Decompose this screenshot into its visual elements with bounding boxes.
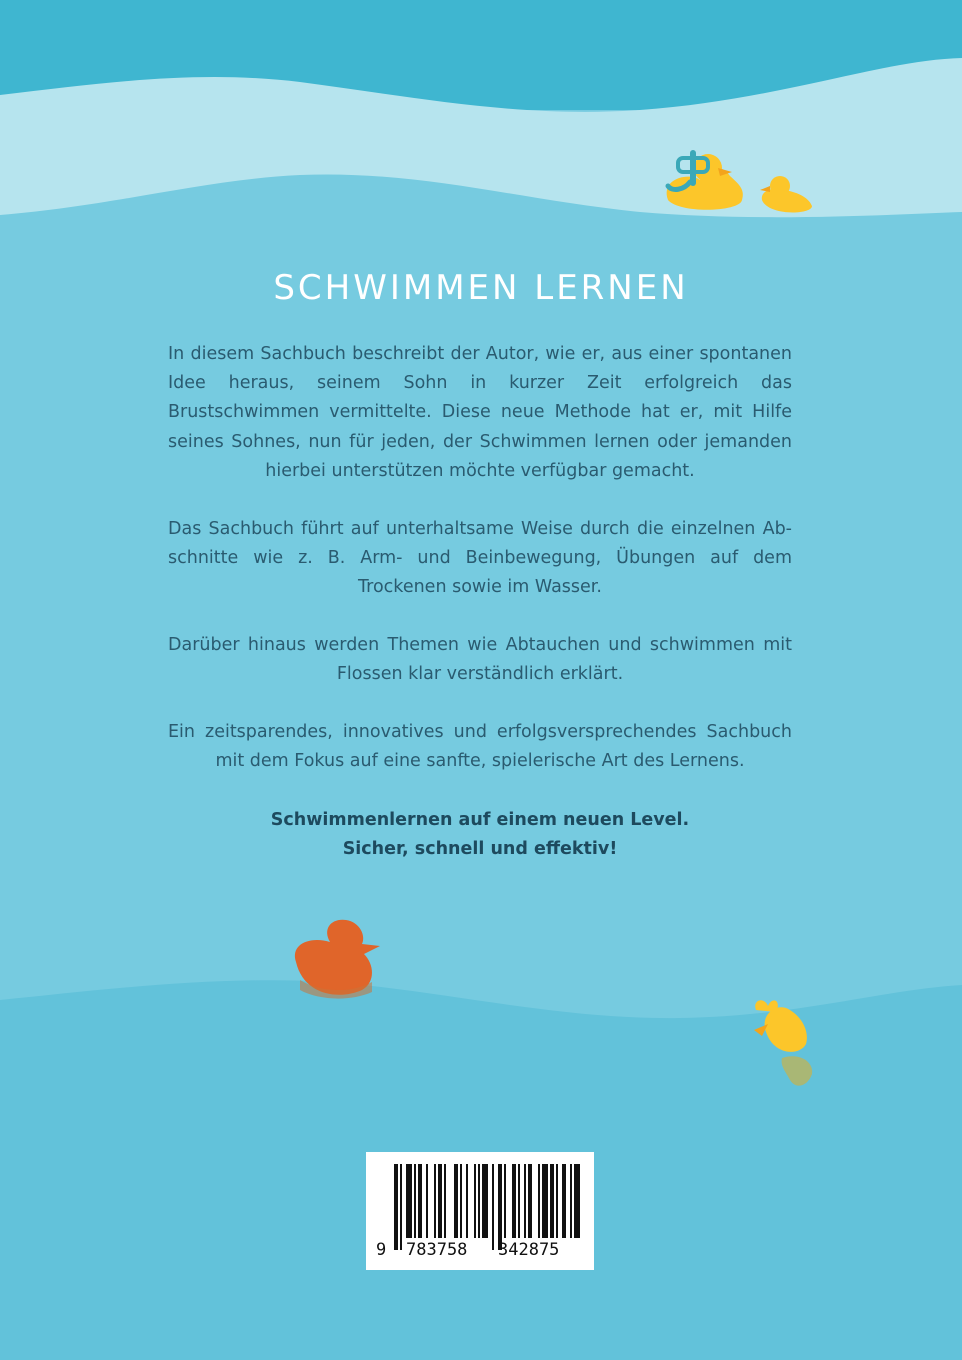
description-paragraph-3: Darüber hinaus werden Themen wie Abtauchen und schwimmen mit Flossen klar verständlich erklärt.: [168, 635, 792, 685]
tagline-line-2: Sicher, schnell und effektiv!: [342, 839, 618, 860]
tagline: [168, 806, 792, 864]
isbn-barcode: [366, 1152, 594, 1270]
barcode-bars: [366, 1152, 594, 1270]
barcode-left-group: 783758: [406, 1240, 468, 1260]
description-paragraph-2: Das Sachbuch führt auf unterhaltsame Weise durch die einzelnen Abschnitte wie z. B. Arm- und Beinbewegung, Übungen auf dem Trockenen sowie im Wasser.: [168, 519, 792, 598]
barcode-first-digit: 9: [376, 1240, 387, 1260]
barcode-right-group: 342875: [498, 1240, 560, 1260]
description-paragraph-4: Ein zeitsparendes, innovatives und erfolgsversprechendes Sachbuch mit dem Fokus auf eine sanfte, spielerische Art des Lernens.: [168, 722, 792, 772]
tagline-line-1: Schwimmenlernen auf einem neuen Level.: [270, 810, 690, 830]
description-paragraph-1: In diesem Sachbuch beschreibt der Autor, wie er, aus einer spontanen Idee heraus, seinem Sohn in kurzer Zeit erfolgreich das Brustschwimmen vermittelte. Diese neue Methode hat er, mit Hilfe seines Sohnes, nun für jeden, der Schwimmen lernen oder jemanden hierbei unterstützen möchte verfügbar gemacht.: [168, 344, 792, 481]
book-title: SCHWIMMEN LERNEN: [273, 268, 689, 308]
